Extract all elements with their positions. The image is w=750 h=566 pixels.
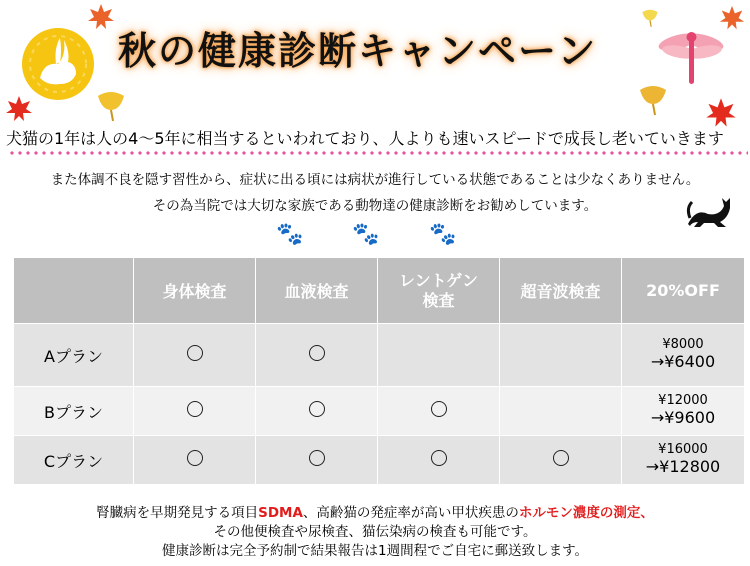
table-header-row	[14, 258, 745, 324]
included-mark	[431, 401, 447, 417]
maple-leaf-icon	[4, 94, 34, 124]
ginkgo-leaf-icon	[94, 90, 128, 122]
included-mark	[553, 450, 569, 466]
plan-price: ¥8000 →¥6400	[622, 324, 745, 387]
included-mark	[187, 450, 203, 466]
paw-icon: 🐾	[276, 222, 304, 247]
included-mark	[187, 401, 203, 417]
maple-leaf-icon	[86, 2, 116, 32]
header-blood: 血液検査	[256, 258, 378, 324]
campaign-table	[13, 257, 745, 485]
plan-label: Aプラン	[14, 324, 134, 387]
lead-text: 犬猫の1年は人の4～5年に相当するといわれており、人よりも速いスピードで成長し老いていきます	[6, 129, 724, 148]
footer-line-2: その他便検査や尿検査、猫伝染病の検査も可能です。	[213, 524, 537, 540]
included-mark	[309, 450, 325, 466]
included-mark	[309, 401, 325, 417]
footer-line-3: 健康診断は完全予約制で結果報告は1週間程でご自宅に郵送致します。	[161, 543, 588, 559]
page-title: 秋の健康診断キャンペーン	[118, 29, 598, 73]
included-mark	[309, 345, 325, 361]
paw-icon: 🐾	[429, 222, 457, 247]
plan-label: Bプラン	[14, 387, 134, 436]
ginkgo-leaf-icon	[636, 84, 670, 116]
plan-label: Cプラン	[14, 436, 134, 485]
table-row	[14, 436, 745, 485]
header-discount: 20%OFF	[622, 258, 745, 324]
header-ultrasound: 超音波検査	[500, 258, 622, 324]
rabbit-moon-icon	[20, 26, 96, 102]
plan-price: ¥12000 →¥9600	[622, 387, 745, 436]
footer-line-1: 腎臓病を早期発見する項目SDMA、高齢猫の発症率が高い甲状疾患のホルモン濃度の測定、	[96, 505, 654, 521]
header-empty	[14, 258, 134, 324]
included-mark	[431, 450, 447, 466]
header-xray: レントゲン検査	[378, 258, 500, 324]
table-row	[14, 387, 745, 436]
dotted-divider	[8, 151, 748, 155]
included-mark	[187, 345, 203, 361]
table-row	[14, 324, 745, 387]
header-physical: 身体検査	[134, 258, 256, 324]
cat-icon	[686, 188, 736, 228]
paw-icon: 🐾	[352, 222, 380, 247]
sub-text-2: その為当院では大切な家族である動物達の健康診断をお勧めしています。	[152, 198, 598, 214]
ginkgo-leaf-icon	[640, 8, 660, 28]
plan-price: ¥16000 →¥12800	[622, 436, 745, 485]
maple-leaf-icon	[704, 96, 738, 130]
sub-text-1: また体調不良を隠す習性から、症状に出る頃には病状が進行している状態であることは少なくありません。	[50, 172, 700, 188]
dragonfly-icon	[654, 28, 728, 86]
